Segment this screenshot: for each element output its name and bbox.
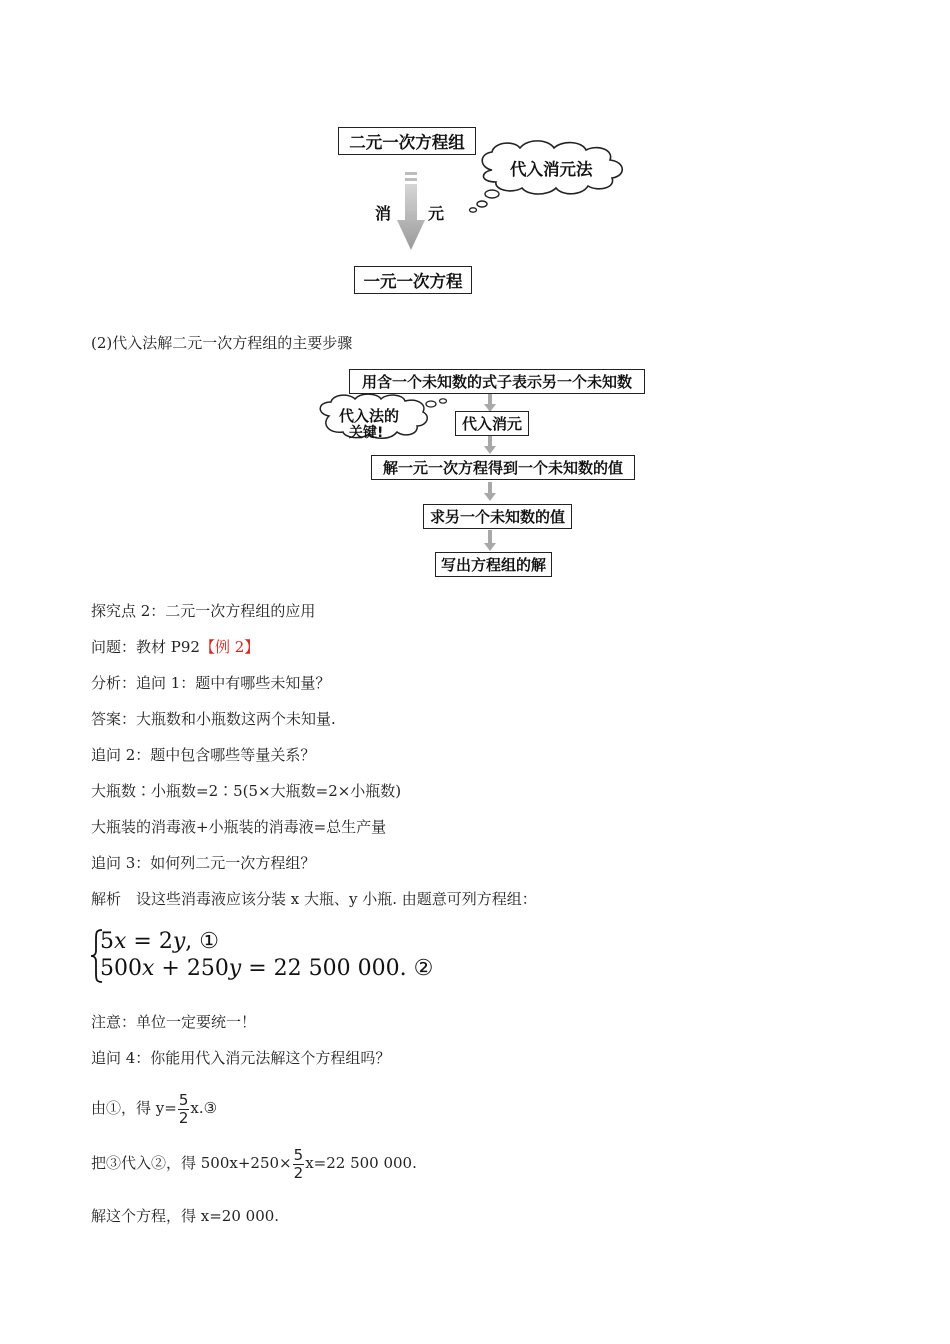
fraction-5-2: $\frac{5}{2}$	[178, 1090, 189, 1127]
step-a-suffix: x.③	[190, 1099, 218, 1117]
step-box-1: 用含一个未知数的式子表示另一个未知数	[349, 369, 645, 394]
fraction-5-2-b: $\frac{5}{2}$	[293, 1145, 304, 1182]
arrow-label-right: 元	[428, 204, 445, 223]
step-box-2: 代入消元	[455, 411, 529, 436]
question-3: 追问 3：如何列二元一次方程组？	[91, 854, 316, 872]
relation-2: 大瓶装的消毒液+小瓶装的消毒液=总生产量	[91, 818, 387, 836]
step-box-3: 解一元一次方程得到一个未知数的值	[371, 455, 635, 480]
steps-heading: (2)代入法解二元一次方程组的主要步骤	[91, 334, 353, 352]
equation-1: 5𝑥 = 2𝑦, ①	[100, 929, 219, 954]
relation-1: 大瓶数∶小瓶数=2∶5(5×大瓶数=2×小瓶数)	[91, 782, 402, 800]
question-2: 追问 2：题中包含哪些等量关系？	[91, 746, 316, 764]
solution-intro: 解析 设这些消毒液应该分装 x 大瓶、y 小瓶. 由题意可列方程组：	[91, 890, 537, 908]
note-units: 注意：单位一定要统一！	[91, 1013, 257, 1031]
elimination-arrow	[396, 170, 426, 252]
step-box-5: 写出方程组的解	[435, 552, 552, 577]
analysis-q1: 分析：追问 1：题中有哪些未知量？	[91, 674, 331, 692]
step-b-prefix: 把③代入②，得 500x+250×	[91, 1154, 292, 1172]
arrow-label-left: 消	[375, 204, 392, 223]
question-4: 追问 4：你能用代入消元法解这个方程组吗？	[91, 1049, 391, 1067]
example-ref: 【例 2】	[199, 638, 260, 656]
step-a-prefix: 由①，得 y=	[91, 1099, 177, 1117]
explore-point-2: 探究点 2：二元一次方程组的应用	[91, 602, 316, 620]
down-arrow-1	[483, 394, 497, 412]
answer-line: 答案：大瓶数和小瓶数这两个未知量.	[91, 710, 336, 728]
final-solution: 解这个方程，得 x=20 000.	[91, 1207, 280, 1225]
step-box-4: 求另一个未知数的值	[423, 504, 572, 529]
bottom-box-linear-equation: 一元一次方程	[354, 266, 472, 294]
cloud-label: 代入消元法	[510, 160, 593, 179]
problem-prefix: 问题：教材 P92	[91, 638, 200, 656]
down-arrow-2	[483, 436, 497, 454]
cloud-key-line1: 代入法的	[339, 407, 400, 425]
cloud-key-line2: 关键!	[349, 425, 384, 441]
step-derive-y	[91, 1090, 217, 1127]
cloud-substitution-method	[462, 140, 637, 220]
top-box-binary-system: 二元一次方程组	[338, 127, 476, 155]
down-arrow-3	[483, 482, 497, 501]
step-substitute	[91, 1145, 417, 1182]
step-b-suffix: x=22 500 000.	[305, 1154, 417, 1172]
equation-2: 500𝑥 + 250𝑦 = 22 500 000. ②	[100, 956, 434, 981]
down-arrow-4	[483, 530, 497, 551]
problem-line	[91, 637, 259, 657]
